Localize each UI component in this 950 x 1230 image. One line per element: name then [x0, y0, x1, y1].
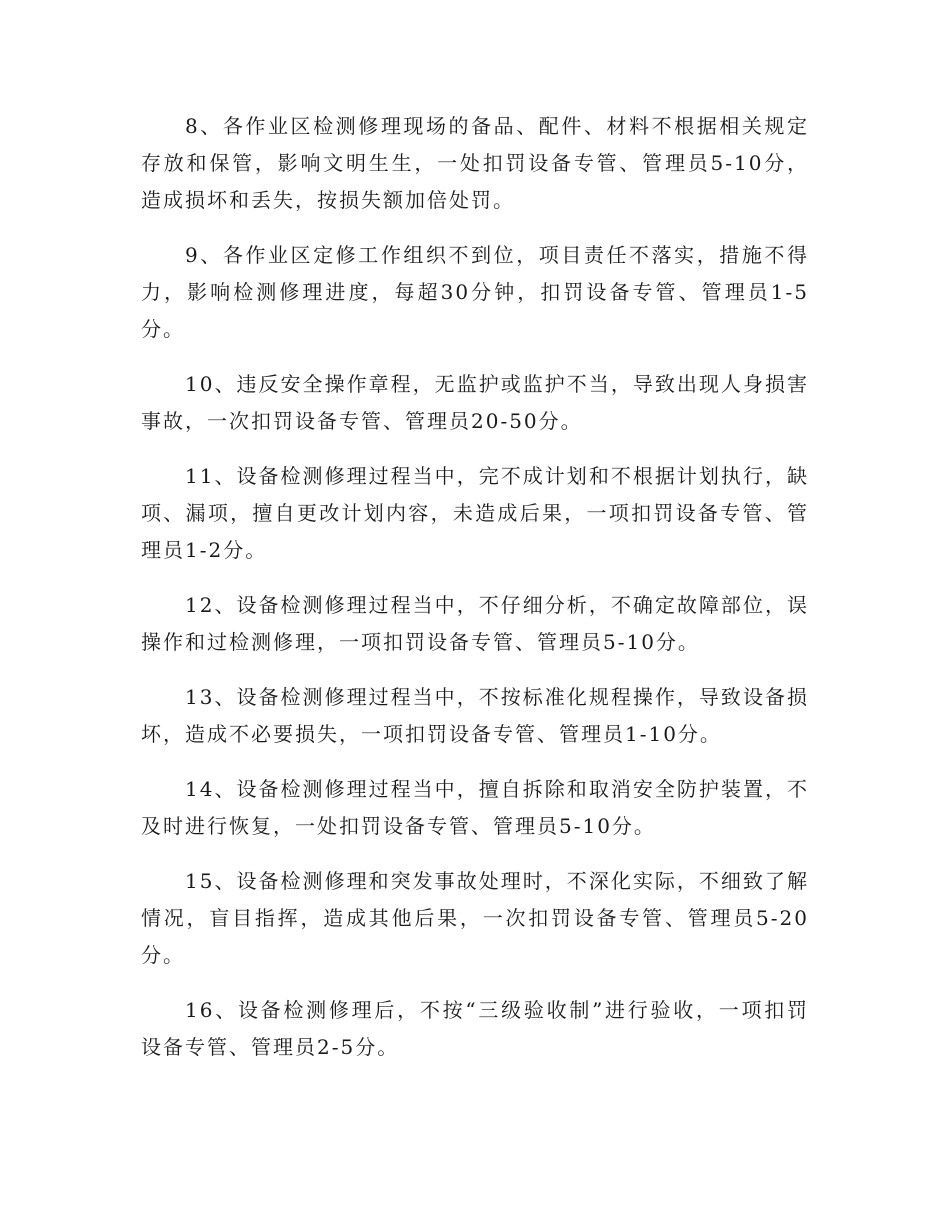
paragraph-12: 12、设备检测修理过程当中，不仔细分析，不确定故障部位，误操作和过检测修理，一项扣罚设备专管、管理员5-10分。 — [141, 593, 809, 654]
paragraph-16: 16、设备检测修理后，不按“三级验收制”进行验收，一项扣罚设备专管、管理员2-5分。 — [141, 998, 809, 1059]
paragraph-11: 11、设备检测修理过程当中，完不成计划和不根据计划执行，缺项、漏项，擅自更改计划内容，未造成后果，一项扣罚设备专管、管理员1-2分。 — [141, 464, 809, 562]
paragraph-8: 8、各作业区检测修理现场的备品、配件、材料不根据相关规定存放和保管，影响文明生生，一处扣罚设备专管、管理员5-10分，造成损坏和丢失，按损失额加倍处罚。 — [141, 114, 809, 212]
paragraph-10: 10、违反安全操作章程，无监护或监护不当，导致出现人身损害事故，一次扣罚设备专管、管理员20-50分。 — [141, 372, 809, 433]
paragraph-13: 13、设备检测修理过程当中，不按标准化规程操作，导致设备损坏，造成不必要损失，一项扣罚设备专管、管理员1-10分。 — [141, 685, 809, 746]
paragraph-14: 14、设备检测修理过程当中，擅自拆除和取消安全防护装置，不及时进行恢复，一处扣罚设备专管、管理员5-10分。 — [141, 777, 809, 838]
paragraph-15: 15、设备检测修理和突发事故处理时，不深化实际，不细致了解情况，盲目指挥，造成其他后果，一次扣罚设备专管、管理员5-20分。 — [141, 869, 809, 967]
paragraph-9: 9、各作业区定修工作组织不到位，项目责任不落实，措施不得力，影响检测修理进度，每超30分钟，扣罚设备专管、管理员1-5分。 — [141, 243, 809, 341]
document-body — [141, 108, 809, 1084]
